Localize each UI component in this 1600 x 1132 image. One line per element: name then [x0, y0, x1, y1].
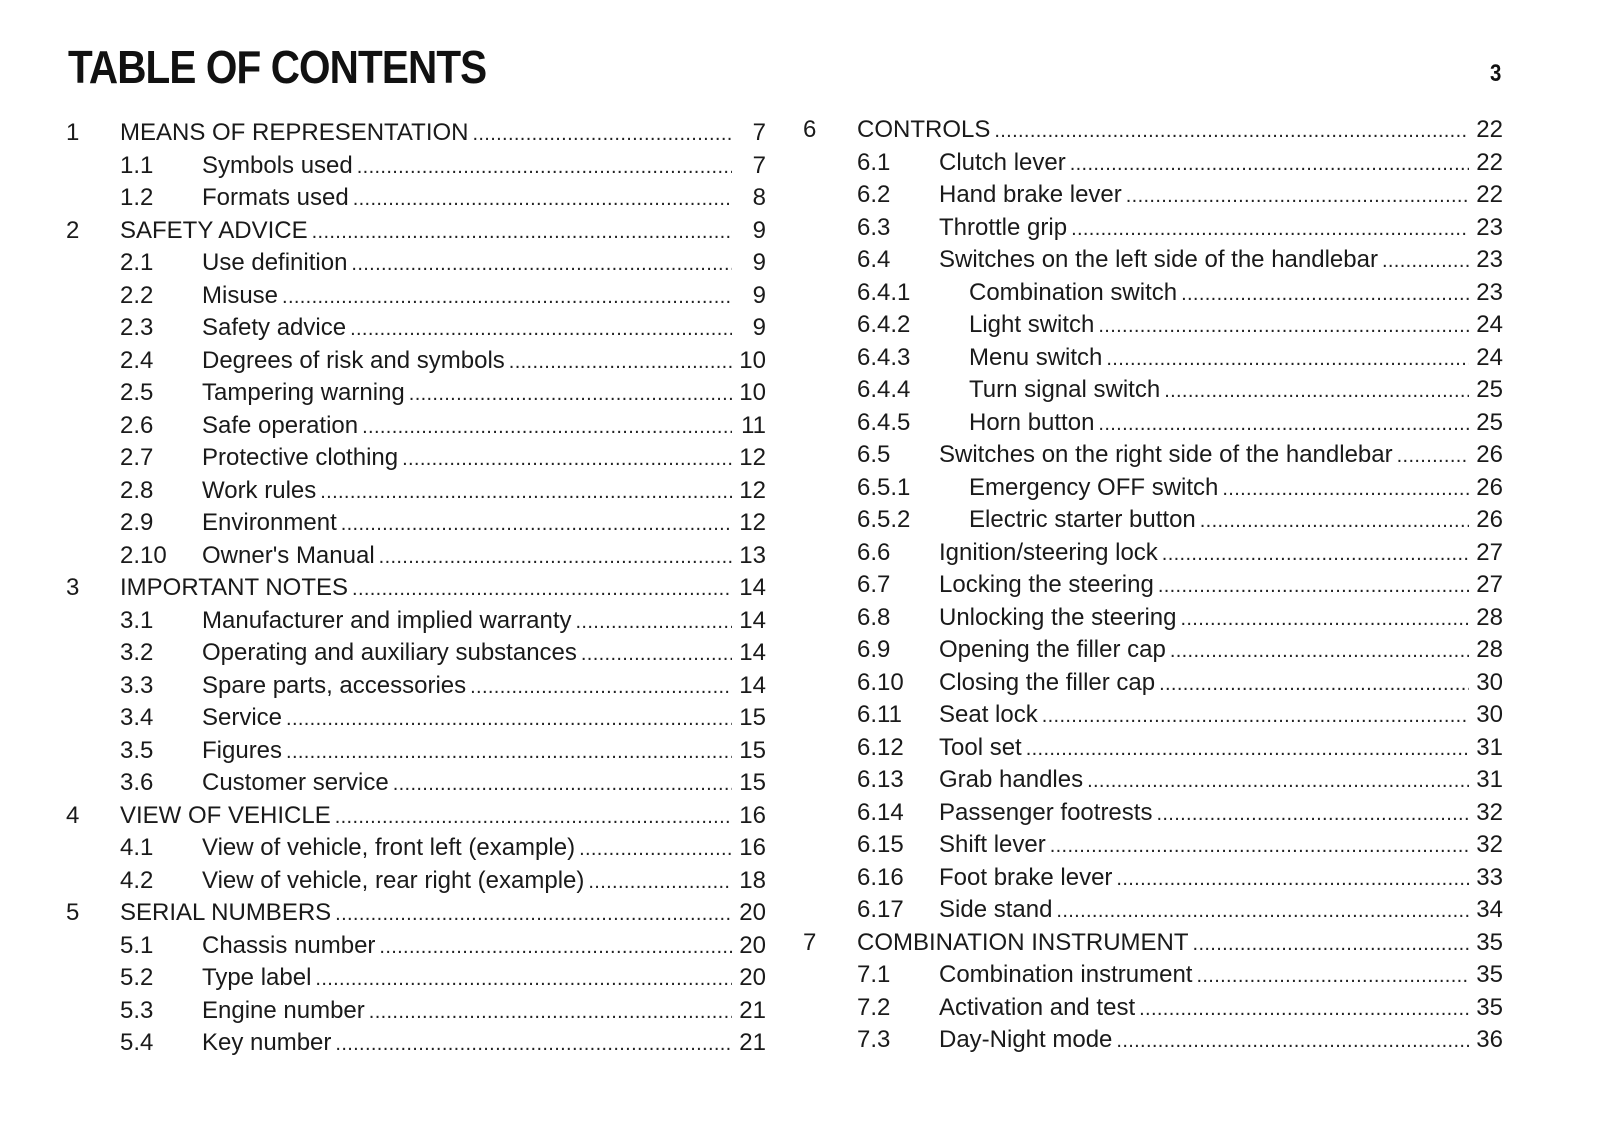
toc-entry-page: 20: [739, 899, 766, 926]
toc-entry-label: Symbols used: [202, 151, 353, 179]
toc-entry-page: 9: [752, 249, 766, 276]
toc-entry-number: 6.5.1: [857, 473, 911, 501]
toc-entry[interactable]: [66, 442, 766, 475]
toc-entry[interactable]: [66, 670, 766, 703]
toc-entry[interactable]: [803, 732, 1503, 765]
toc-entry-label: View of vehicle, rear right (example): [202, 866, 585, 894]
toc-entry-label: Tool set: [939, 733, 1022, 761]
toc-entry-number: 6.13: [857, 766, 904, 793]
dot-leader: [994, 114, 1469, 148]
toc-entry-number: 6.4: [857, 246, 891, 273]
dot-leader: [1222, 472, 1469, 506]
toc-entry-page: 31: [1476, 766, 1503, 793]
toc-entry[interactable]: [66, 995, 766, 1028]
toc-entry[interactable]: [66, 410, 766, 443]
toc-entry-label: Switches on the right side of the handlebar: [939, 441, 1393, 468]
toc-entry-number: 1: [66, 119, 80, 146]
toc-entry-page: 28: [1476, 636, 1503, 663]
toc-entry-label: Combination switch: [969, 278, 1178, 306]
toc-entry-label: Shift lever: [939, 831, 1046, 858]
dot-leader: [335, 1027, 732, 1061]
toc-entry[interactable]: [66, 1027, 766, 1060]
toc-entry[interactable]: [803, 992, 1503, 1025]
page-number: 3: [1489, 60, 1501, 87]
toc-entry-page: 32: [1476, 798, 1503, 826]
toc-entry-number: 7.2: [857, 993, 891, 1021]
toc-entry-page: 7: [752, 151, 766, 179]
toc-entry[interactable]: [803, 764, 1503, 797]
toc-entry-label: IMPORTANT NOTES: [120, 574, 349, 601]
toc-entry[interactable]: [803, 147, 1503, 180]
toc-entry-label: Horn button: [969, 408, 1095, 436]
toc-entry-number: 6.4.2: [857, 311, 911, 338]
toc-entry-number: 2.1: [120, 249, 154, 276]
toc-entry-number: 6.3: [857, 213, 891, 241]
dot-leader: [1181, 277, 1469, 311]
dot-leader: [1116, 1024, 1469, 1058]
dot-leader: [1042, 699, 1469, 733]
dot-leader: [1193, 927, 1469, 961]
toc-entry[interactable]: [803, 602, 1503, 635]
toc-entry[interactable]: [803, 114, 1503, 147]
toc-entry-page: 23: [1476, 278, 1503, 306]
toc-entry-number: 6.4.5: [857, 408, 911, 436]
toc-entry[interactable]: [803, 667, 1503, 700]
toc-entry[interactable]: [803, 504, 1503, 537]
dot-leader: [1126, 179, 1469, 213]
toc-entry-label: Grab handles: [939, 766, 1084, 793]
toc-column-left: [66, 117, 766, 1060]
toc-entry-label: Opening the filler cap: [939, 636, 1166, 663]
toc-entry[interactable]: [803, 407, 1503, 440]
toc-entry-number: 5: [66, 899, 80, 926]
toc-entry-label: Operating and auxiliary substances: [202, 639, 577, 666]
toc-entry-number: 2.9: [120, 509, 154, 536]
toc-entry-label: Protective clothing: [202, 444, 399, 471]
dot-leader: [579, 832, 732, 866]
dot-leader: [588, 865, 732, 899]
toc-entry-page: 15: [739, 704, 766, 731]
toc-entry-number: 6.11: [857, 701, 902, 728]
toc-entry-number: 6.4.4: [857, 376, 911, 403]
toc-entry-number: 2.4: [120, 346, 154, 374]
toc-entry-page: 35: [1476, 928, 1503, 956]
toc-entry-page: 26: [1476, 506, 1503, 533]
dot-leader: [1162, 537, 1469, 571]
toc-entry-label: MEANS OF REPRESENTATION: [120, 119, 469, 146]
toc-entry[interactable]: [66, 280, 766, 313]
toc-entry-number: 6.8: [857, 603, 891, 631]
toc-entry-page: 26: [1476, 473, 1503, 501]
toc-entry-label: Degrees of risk and symbols: [202, 346, 505, 374]
toc-entry[interactable]: [66, 312, 766, 345]
dot-leader: [286, 735, 732, 769]
dot-leader: [1070, 147, 1469, 181]
toc-entry-label: Tampering warning: [202, 379, 405, 406]
toc-entry-page: 18: [739, 866, 766, 894]
toc-entry[interactable]: [803, 439, 1503, 472]
toc-entry-number: 6.4.3: [857, 343, 911, 371]
toc-entry-number: 5.1: [120, 931, 154, 959]
toc-entry-label: Key number: [202, 1029, 332, 1056]
toc-entry-label: Type label: [202, 964, 312, 991]
toc-entry[interactable]: [803, 569, 1503, 602]
page-title: TABLE OF CONTENTS: [68, 41, 487, 93]
toc-entry[interactable]: [803, 244, 1503, 277]
toc-entry-label: Switches on the left side of the handlebar: [939, 246, 1378, 273]
toc-entry-label: SERIAL NUMBERS: [120, 899, 332, 926]
toc-entry-page: 26: [1476, 441, 1503, 468]
toc-entry-number: 2.3: [120, 314, 154, 341]
dot-leader: [1180, 602, 1469, 636]
toc-entry[interactable]: [66, 735, 766, 768]
toc-entry-number: 6: [803, 116, 817, 143]
toc-entry-label: Safety advice: [202, 314, 347, 341]
dot-leader: [362, 410, 732, 444]
toc-entry-label: VIEW OF VEHICLE: [120, 801, 331, 829]
toc-entry-number: 6.2: [857, 181, 891, 208]
toc-entry-page: 8: [752, 184, 766, 211]
toc-entry-number: 6.1: [857, 148, 891, 176]
toc-entry-label: Locking the steering: [939, 571, 1154, 598]
toc-entry-number: 5.2: [120, 964, 154, 991]
dot-leader: [1200, 504, 1469, 538]
dot-leader: [1087, 764, 1469, 798]
dot-leader: [1050, 829, 1469, 863]
toc-entry-label: Unlocking the steering: [939, 603, 1177, 631]
toc-entry-number: 7.3: [857, 1026, 891, 1053]
toc-entry-number: 1.2: [120, 184, 154, 211]
dot-leader: [286, 702, 732, 736]
toc-entry[interactable]: [803, 927, 1503, 960]
toc-entry-page: 9: [752, 216, 766, 244]
dot-leader: [402, 442, 732, 476]
toc-entry-page: 14: [739, 606, 766, 634]
dot-leader: [393, 767, 732, 801]
toc-entry-page: 28: [1476, 603, 1503, 631]
toc-entry-page: 22: [1476, 116, 1503, 143]
toc-entry-page: 30: [1476, 701, 1503, 728]
dot-leader: [1098, 309, 1469, 343]
toc-entry-number: 6.5: [857, 441, 891, 468]
toc-entry-label: Throttle grip: [939, 213, 1068, 241]
toc-entry-page: 23: [1476, 213, 1503, 241]
toc-entry-page: 14: [739, 574, 766, 601]
dot-leader: [509, 345, 732, 379]
toc-entry-label: Use definition: [202, 249, 348, 276]
toc-entry[interactable]: [66, 150, 766, 183]
toc-entry-page: 22: [1476, 181, 1503, 208]
dot-leader: [1164, 374, 1469, 408]
toc-entry-number: 7: [803, 928, 817, 956]
toc-entry-page: 7: [752, 119, 766, 146]
toc-entry-number: 6.15: [857, 831, 904, 858]
toc-entry[interactable]: [803, 862, 1503, 895]
toc-entry-number: 6.17: [857, 896, 904, 923]
toc-entry-page: 10: [739, 379, 766, 406]
toc-entry[interactable]: [803, 374, 1503, 407]
dot-leader: [350, 312, 732, 346]
toc-entry-number: 5.3: [120, 996, 154, 1024]
toc-entry[interactable]: [803, 537, 1503, 570]
toc-entry-page: 24: [1476, 311, 1503, 338]
toc-entry-label: Safe operation: [202, 411, 359, 439]
dot-leader: [1106, 342, 1469, 376]
toc-entry-number: 6.6: [857, 538, 891, 566]
toc-entry-page: 14: [739, 639, 766, 666]
toc-entry[interactable]: [66, 572, 766, 605]
toc-entry-label: Day-Night mode: [939, 1026, 1113, 1053]
dot-leader: [1098, 407, 1469, 441]
toc-entry-number: 4: [66, 801, 80, 829]
toc-entry-label: Side stand: [939, 896, 1053, 923]
toc-entry-number: 6.9: [857, 636, 891, 663]
toc-entry-label: Foot brake lever: [939, 863, 1113, 891]
dot-leader: [379, 930, 732, 964]
dot-leader: [369, 995, 732, 1029]
toc-entry[interactable]: [66, 702, 766, 735]
toc-entry-page: 25: [1476, 376, 1503, 403]
toc-entry[interactable]: [803, 959, 1503, 992]
dot-leader: [379, 540, 732, 574]
toc-entry[interactable]: [803, 894, 1503, 927]
dot-leader: [352, 572, 732, 606]
dot-leader: [357, 150, 732, 184]
dot-leader: [335, 897, 732, 931]
toc-entry[interactable]: [66, 377, 766, 410]
toc-entry-page: 9: [752, 281, 766, 309]
toc-entry-page: 24: [1476, 343, 1503, 371]
dot-leader: [1156, 797, 1469, 831]
toc-column-right: [803, 114, 1503, 1057]
dot-leader: [351, 247, 732, 281]
toc-entry-page: 25: [1476, 408, 1503, 436]
toc-entry-number: 2.10: [120, 541, 167, 569]
toc-entry-number: 3.1: [120, 606, 154, 634]
dot-leader: [1170, 634, 1469, 668]
toc-entry-number: 4.1: [120, 834, 154, 861]
toc-entry[interactable]: [66, 800, 766, 833]
toc-entry-label: Figures: [202, 736, 283, 764]
toc-entry-page: 36: [1476, 1026, 1503, 1053]
toc-entry[interactable]: [803, 212, 1503, 245]
toc-entry[interactable]: [803, 179, 1503, 212]
toc-entry-number: 2.2: [120, 281, 154, 309]
toc-entry-page: 13: [739, 541, 766, 569]
toc-entry[interactable]: [66, 930, 766, 963]
toc-entry-label: Emergency OFF switch: [969, 473, 1219, 501]
toc-entry-label: Owner's Manual: [202, 541, 375, 569]
toc-entry-label: Combination instrument: [939, 961, 1193, 988]
toc-entry-page: 12: [739, 509, 766, 536]
toc-entry-label: Closing the filler cap: [939, 668, 1156, 696]
toc-entry-page: 20: [739, 964, 766, 991]
toc-entry[interactable]: [66, 117, 766, 150]
toc-entry-label: Electric starter button: [969, 506, 1196, 533]
toc-entry-number: 6.7: [857, 571, 891, 598]
toc-entry-page: 23: [1476, 246, 1503, 273]
toc-entry[interactable]: [803, 309, 1503, 342]
toc-entry-number: 2.7: [120, 444, 154, 471]
toc-entry-number: 1.1: [120, 151, 154, 179]
toc-entry[interactable]: [66, 767, 766, 800]
toc-entry-number: 6.4.1: [857, 278, 911, 306]
toc-entry-label: Work rules: [202, 476, 317, 504]
toc-entry[interactable]: [803, 699, 1503, 732]
toc-entry-label: Activation and test: [939, 993, 1136, 1021]
dot-leader: [409, 377, 732, 411]
toc-entry-page: 10: [739, 346, 766, 374]
toc-entry-page: 15: [739, 769, 766, 796]
toc-entry-page: 35: [1476, 993, 1503, 1021]
dot-leader: [576, 605, 732, 639]
toc-entry-label: Spare parts, accessories: [202, 671, 467, 699]
toc-entry[interactable]: [803, 829, 1503, 862]
dot-leader: [1071, 212, 1469, 246]
dot-leader: [1196, 959, 1469, 993]
toc-entry-page: 15: [739, 736, 766, 764]
toc-entry[interactable]: [66, 247, 766, 280]
toc-entry-number: 6.5.2: [857, 506, 911, 533]
dot-leader: [282, 280, 732, 314]
toc-entry-label: Seat lock: [939, 701, 1038, 728]
toc-entry-number: 4.2: [120, 866, 154, 894]
dot-leader: [1397, 439, 1469, 473]
dot-leader: [341, 507, 732, 541]
dot-leader: [1116, 862, 1469, 896]
toc-entry-page: 22: [1476, 148, 1503, 176]
toc-entry[interactable]: [66, 507, 766, 540]
toc-entry-page: 21: [739, 996, 766, 1024]
toc-entry-page: 27: [1476, 571, 1503, 598]
toc-entry-page: 34: [1476, 896, 1503, 923]
dot-leader: [1159, 667, 1469, 701]
toc-entry[interactable]: [66, 182, 766, 215]
toc-entry-number: 7.1: [857, 961, 891, 988]
toc-entry-number: 2: [66, 216, 80, 244]
toc-entry-label: CONTROLS: [857, 116, 991, 143]
toc-entry-label: COMBINATION INSTRUMENT: [857, 928, 1189, 956]
dot-leader: [472, 117, 732, 151]
toc-entry-number: 3.2: [120, 639, 154, 666]
toc-entry[interactable]: [66, 865, 766, 898]
toc-entry-page: 11: [741, 411, 766, 439]
toc-entry[interactable]: [803, 797, 1503, 830]
toc-entry-page: 9: [752, 314, 766, 341]
toc-entry-label: Customer service: [202, 769, 389, 796]
toc-entry[interactable]: [66, 832, 766, 865]
toc-entry-number: 6.10: [857, 668, 904, 696]
toc-entry-number: 3.3: [120, 671, 154, 699]
toc-entry-label: Manufacturer and implied warranty: [202, 606, 572, 634]
toc-entry[interactable]: [66, 962, 766, 995]
toc-entry-number: 3.5: [120, 736, 154, 764]
toc-entry-page: 21: [739, 1029, 766, 1056]
dot-leader: [320, 475, 732, 509]
toc-entry-label: Environment: [202, 509, 337, 536]
toc-entry-page: 20: [739, 931, 766, 959]
dot-leader: [470, 670, 732, 704]
toc-entry-number: 3: [66, 574, 80, 601]
toc-entry-label: SAFETY ADVICE: [120, 216, 308, 244]
dot-leader: [581, 637, 732, 671]
toc-entry-page: 16: [739, 801, 766, 829]
dot-leader: [315, 962, 732, 996]
toc-entry-number: 5.4: [120, 1029, 154, 1056]
dot-leader: [1056, 894, 1469, 928]
toc-entry-number: 6.16: [857, 863, 904, 891]
toc-entry-number: 3.4: [120, 704, 154, 731]
toc-entry-page: 14: [739, 671, 766, 699]
toc-entry-label: Light switch: [969, 311, 1095, 338]
dot-leader: [1382, 244, 1469, 278]
toc-entry[interactable]: [66, 637, 766, 670]
toc-entry-label: Clutch lever: [939, 148, 1066, 176]
toc-entry-label: View of vehicle, front left (example): [202, 834, 576, 861]
toc-entry-page: 16: [739, 834, 766, 861]
toc-entry-page: 12: [739, 476, 766, 504]
dot-leader: [1158, 569, 1469, 603]
dot-leader: [312, 215, 732, 249]
toc-entry[interactable]: [66, 605, 766, 638]
toc-entry-number: 3.6: [120, 769, 154, 796]
toc-entry-label: Hand brake lever: [939, 181, 1122, 208]
dot-leader: [1026, 732, 1469, 766]
toc-entry[interactable]: [66, 345, 766, 378]
toc-entry-number: 2.5: [120, 379, 154, 406]
toc-entry-number: 6.14: [857, 798, 904, 826]
toc-entry-page: 12: [739, 444, 766, 471]
toc-entry-label: Formats used: [202, 184, 349, 211]
toc-entry[interactable]: [803, 342, 1503, 375]
dot-leader: [353, 182, 732, 216]
toc-entry-page: 30: [1476, 668, 1503, 696]
toc-entry[interactable]: [66, 897, 766, 930]
toc-entry[interactable]: [66, 215, 766, 248]
toc-entry-label: Service: [202, 704, 283, 731]
toc-entry-number: 2.8: [120, 476, 154, 504]
toc-entry-page: 35: [1476, 961, 1503, 988]
toc-entry[interactable]: [803, 277, 1503, 310]
toc-entry-label: Menu switch: [969, 343, 1103, 371]
toc-entry[interactable]: [803, 634, 1503, 667]
toc-entry-label: Chassis number: [202, 931, 376, 959]
toc-entry-label: Engine number: [202, 996, 365, 1024]
toc-entry[interactable]: [803, 1024, 1503, 1057]
toc-entry-label: Turn signal switch: [969, 376, 1161, 403]
toc-entry-page: 27: [1476, 538, 1503, 566]
toc-entry-page: 31: [1476, 733, 1503, 761]
toc-entry-label: Passenger footrests: [939, 798, 1153, 826]
toc-entry-number: 6.12: [857, 733, 904, 761]
toc-entry-page: 32: [1476, 831, 1503, 858]
toc-entry-number: 2.6: [120, 411, 154, 439]
toc-entry[interactable]: [66, 475, 766, 508]
toc-entry-label: Ignition/steering lock: [939, 538, 1158, 566]
toc-entry-page: 33: [1476, 863, 1503, 891]
toc-entry-label: Misuse: [202, 281, 279, 309]
dot-leader: [335, 800, 732, 834]
toc-entry[interactable]: [66, 540, 766, 573]
toc-entry[interactable]: [803, 472, 1503, 505]
dot-leader: [1139, 992, 1469, 1026]
